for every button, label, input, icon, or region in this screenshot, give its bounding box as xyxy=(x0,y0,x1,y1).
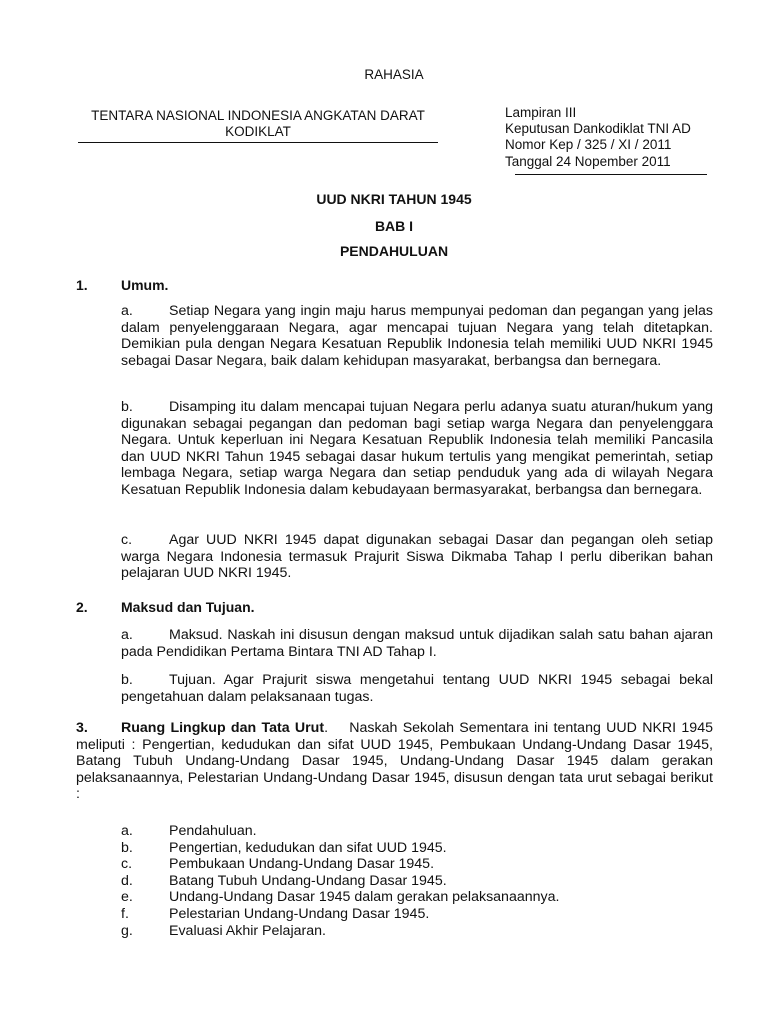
list-item-label: f. xyxy=(121,905,129,922)
section-title-suffix: . xyxy=(324,720,329,736)
section-heading-2 xyxy=(76,599,255,616)
list-item-label: a. xyxy=(121,823,133,839)
paragraph-text: Maksud. Naskah ini disusun dengan maksud untuk dijadikan salah satu bahan ajaran pada Pendidikan Pertama Bintara TNI AD Tahap I. xyxy=(121,627,713,660)
classification-label: RAHASIA xyxy=(364,67,424,82)
chapter-number: BAB I xyxy=(374,218,414,234)
section-number: 3. xyxy=(76,720,88,736)
document-title: UUD NKRI TAHUN 1945 xyxy=(316,191,472,207)
list-item xyxy=(121,906,559,923)
order-list xyxy=(121,823,559,939)
paragraph-2b xyxy=(121,672,713,705)
paragraph-text: Agar UUD NKRI 1945 dapat digunakan sebagai Dasar dan pegangan oleh setiap warga Negara Indonesia termasuk Prajurit Siswa Dikmaba Tahap I perlu diberikan bahan pelajaran UUD NKRI 1945. xyxy=(121,532,713,581)
list-item-text: Pelestarian Undang-Undang Dasar 1945. xyxy=(169,905,430,922)
section-title: Ruang Lingkup dan Tata Urut xyxy=(121,720,325,736)
paragraph-text: Setiap Negara yang ingin maju harus mempunyai pedoman dan pegangan yang jelas dalam penyelenggaraan Negara, agar mencapai tujuan Negara yang telah ditetapkan. Demikian pula dengan Negara Kesatuan Republik Indonesia telah memiliki UUD NKRI 1945 sebagai Dasar Negara, baik dalam kehidupan masyarakat, berbangsa dan bernegara. xyxy=(121,303,713,369)
list-item-text: Evaluasi Akhir Pelajaran. xyxy=(169,922,326,939)
paragraph-1c xyxy=(121,532,713,582)
attachment-reference xyxy=(505,105,745,170)
organization-underline xyxy=(78,142,438,143)
list-item xyxy=(121,873,559,890)
attachment-line: Nomor Kep / 325 / XI / 2011 xyxy=(505,137,672,153)
paragraph-label: c. xyxy=(121,532,133,548)
section-heading-1 xyxy=(76,277,168,294)
paragraph-1a xyxy=(121,303,713,369)
attachment-underline xyxy=(515,174,707,175)
list-item xyxy=(121,923,559,940)
paragraph-2a xyxy=(121,627,713,660)
paragraph-label: b. xyxy=(121,399,133,415)
organization-line-1: TENTARA NASIONAL INDONESIA ANGKATAN DARAT xyxy=(91,108,425,123)
list-item-text: Undang-Undang Dasar 1945 dalam gerakan pelaksanaannya. xyxy=(169,889,560,906)
section-title: Maksud dan Tujuan. xyxy=(121,599,255,615)
section-number: 2. xyxy=(76,599,88,615)
list-item-text: Pengertian, kedudukan dan sifat UUD 1945. xyxy=(169,839,447,856)
attachment-line: Lampiran III xyxy=(505,105,577,120)
paragraph-1b xyxy=(121,399,713,498)
section-3 xyxy=(76,720,713,803)
organization-heading xyxy=(78,108,438,140)
list-item-label: g. xyxy=(121,922,133,939)
list-item-text: Pembukaan Undang-Undang Dasar 1945. xyxy=(169,856,435,873)
attachment-line: Keputusan Dankodiklat TNI AD xyxy=(505,121,691,137)
paragraph-text: Tujuan. Agar Prajurit siswa mengetahui tentang UUD NKRI 1945 sebagai bekal pengetahuan dalam pelaksanaan tugas. xyxy=(121,672,713,705)
list-item xyxy=(121,856,559,873)
section-number: 1. xyxy=(76,277,88,293)
list-item-label: e. xyxy=(121,889,133,906)
section-text: Naskah Sekolah Sementara ini tentang UUD NKRI 1945 meliputi : Pengertian, kedudukan dan sifat UUD 1945, Pembukaan Undang-Undang Dasar 1945, Batang Tubuh Undang-Undang Dasar 1945, Undang-Undang Dasar 1945 dalam gerakan pelaksanaannya, Pelestarian Undang-Undang Dasar 1945, disusun dengan tata urut sebagai berikut : xyxy=(76,720,713,802)
section-title: Umum. xyxy=(121,277,169,293)
list-item xyxy=(121,840,559,857)
paragraph-label: b. xyxy=(121,672,133,688)
paragraph-label: a. xyxy=(121,627,133,643)
list-item-text: Batang Tubuh Undang-Undang Dasar 1945. xyxy=(169,872,447,889)
paragraph-text: Disamping itu dalam mencapai tujuan Negara perlu adanya suatu aturan/hukum yang digunakan sebagai pegangan dan pedoman bagi setiap warga Negara dan penyelenggara Negara. Untuk keperluan ini Negara Kesatuan Republik Indonesia telah memiliki Pancasila dan UUD NKRI Tahun 1945 sebagai dasar hukum tertulis yang mengikat pemerintah, setiap lembaga Negara, setiap warga Negara dan setiap penduduk yang ada di wilayah Negara Kesatuan Republik Indonesia dalam kebudayaan bermasyarakat, berbangsa dan bernegara. xyxy=(121,399,713,498)
list-item-text: Pendahuluan. xyxy=(169,823,257,839)
organization-line-2: KODIKLAT xyxy=(225,124,291,139)
list-item-label: b. xyxy=(121,839,133,856)
attachment-line: Tanggal 24 Nopember 2011 xyxy=(505,153,671,169)
paragraph-label: a. xyxy=(121,303,133,319)
list-item xyxy=(121,889,559,906)
list-item-label: d. xyxy=(121,872,133,889)
list-item xyxy=(121,823,559,840)
list-item-label: c. xyxy=(121,856,133,873)
chapter-title: PENDAHULUAN xyxy=(339,243,449,259)
